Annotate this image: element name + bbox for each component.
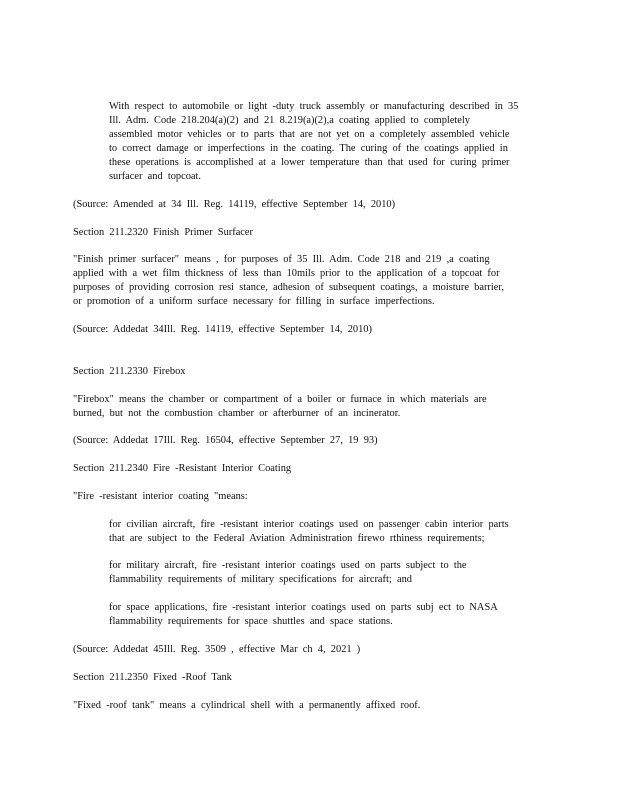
source-note bbox=[73, 434, 543, 448]
text-line: burned, but not the combustion chamber or afterburner of an incinerator. bbox=[73, 408, 401, 419]
definition-paragraph bbox=[73, 393, 543, 421]
list-item bbox=[109, 601, 541, 629]
text-line: Ill. Adm. Code 218.204(a)(2) and 21 8.219(a)(2),a coating applied to completely bbox=[109, 115, 471, 126]
section-heading-text: Section 211.2320 Finish Primer Surfacer bbox=[73, 227, 253, 238]
text-line: flammability requirements for space shuttles and space stations. bbox=[109, 616, 393, 627]
section-heading-text: Section 211.2350 Fixed -Roof Tank bbox=[73, 672, 232, 683]
section-heading bbox=[73, 671, 543, 685]
text-line: for military aircraft, fire -resistant interior coatings used on parts subject to the bbox=[109, 560, 467, 571]
source-text: (Source: Addedat 17Ill. Reg. 16504, effective September 27, 19 93) bbox=[73, 435, 378, 446]
source-text: (Source: Addedat 34Ill. Reg. 14119, effective September 14, 2010) bbox=[73, 324, 372, 335]
text-line: With respect to automobile or light -duty truck assembly or manufacturing described in 35 bbox=[109, 101, 519, 112]
source-note bbox=[73, 198, 543, 212]
source-text: (Source: Amended at 34 Ill. Reg. 14119, effective September 14, 2010) bbox=[73, 199, 396, 210]
section-heading-text: Section 211.2330 Firebox bbox=[73, 366, 186, 377]
text-line: "Fixed -roof tank" means a cylindrical shell with a permanently affixed roof. bbox=[73, 700, 421, 711]
definition-intro-text: "Fire -resistant interior coating "means: bbox=[73, 491, 248, 502]
text-line: assembled motor vehicles or to parts that are not yet on a completely assembled vehicle bbox=[109, 129, 510, 140]
text-line: "Firebox" means the chamber or compartment of a boiler or furnace in which materials are bbox=[73, 394, 487, 405]
text-line: flammability requirements of military specifications for aircraft; and bbox=[109, 574, 412, 585]
source-text: (Source: Addedat 45Ill. Reg. 3509 , effective Mar ch 4, 2021 ) bbox=[73, 644, 361, 655]
source-note bbox=[73, 323, 543, 337]
section-heading bbox=[73, 365, 543, 379]
text-line: or promotion of a uniform surface necessary for filling in surface imperfections. bbox=[73, 296, 435, 307]
section-heading-text: Section 211.2340 Fire -Resistant Interior Coating bbox=[73, 463, 292, 474]
text-line: to correct damage or imperfections in the coating. The curing of the coatings applied in bbox=[109, 143, 508, 154]
text-line: these operations is accomplished at a lower temperature than that used for curing primer bbox=[109, 157, 510, 168]
continuation-paragraph bbox=[109, 100, 541, 184]
text-line: "Finish primer surfacer" means , for purposes of 35 Ill. Adm. Code 218 and 219 ,a coating bbox=[73, 254, 490, 265]
source-note bbox=[73, 643, 543, 657]
definition-paragraph bbox=[73, 699, 543, 713]
section-heading bbox=[73, 226, 543, 240]
text-line: that are subject to the Federal Aviation Administration firewo rthiness requirements; bbox=[109, 533, 485, 544]
text-line: surfacer and topcoat. bbox=[109, 171, 202, 182]
list-item bbox=[109, 518, 541, 546]
definition-intro bbox=[73, 490, 543, 504]
section-heading bbox=[73, 462, 543, 476]
text-line: for civilian aircraft, fire -resistant interior coatings used on passenger cabin interior parts bbox=[109, 519, 509, 530]
text-line: for space applications, fire -resistant interior coatings used on parts subj ect to NASA bbox=[109, 602, 498, 613]
list-item bbox=[109, 559, 541, 587]
text-line: purposes of providing corrosion resi stance, adhesion of subsequent coatings, a moisture barrier, bbox=[73, 282, 505, 293]
definition-paragraph bbox=[73, 253, 543, 309]
text-line: applied with a wet film thickness of less than 10mils prior to the application of a topcoat for bbox=[73, 268, 500, 279]
